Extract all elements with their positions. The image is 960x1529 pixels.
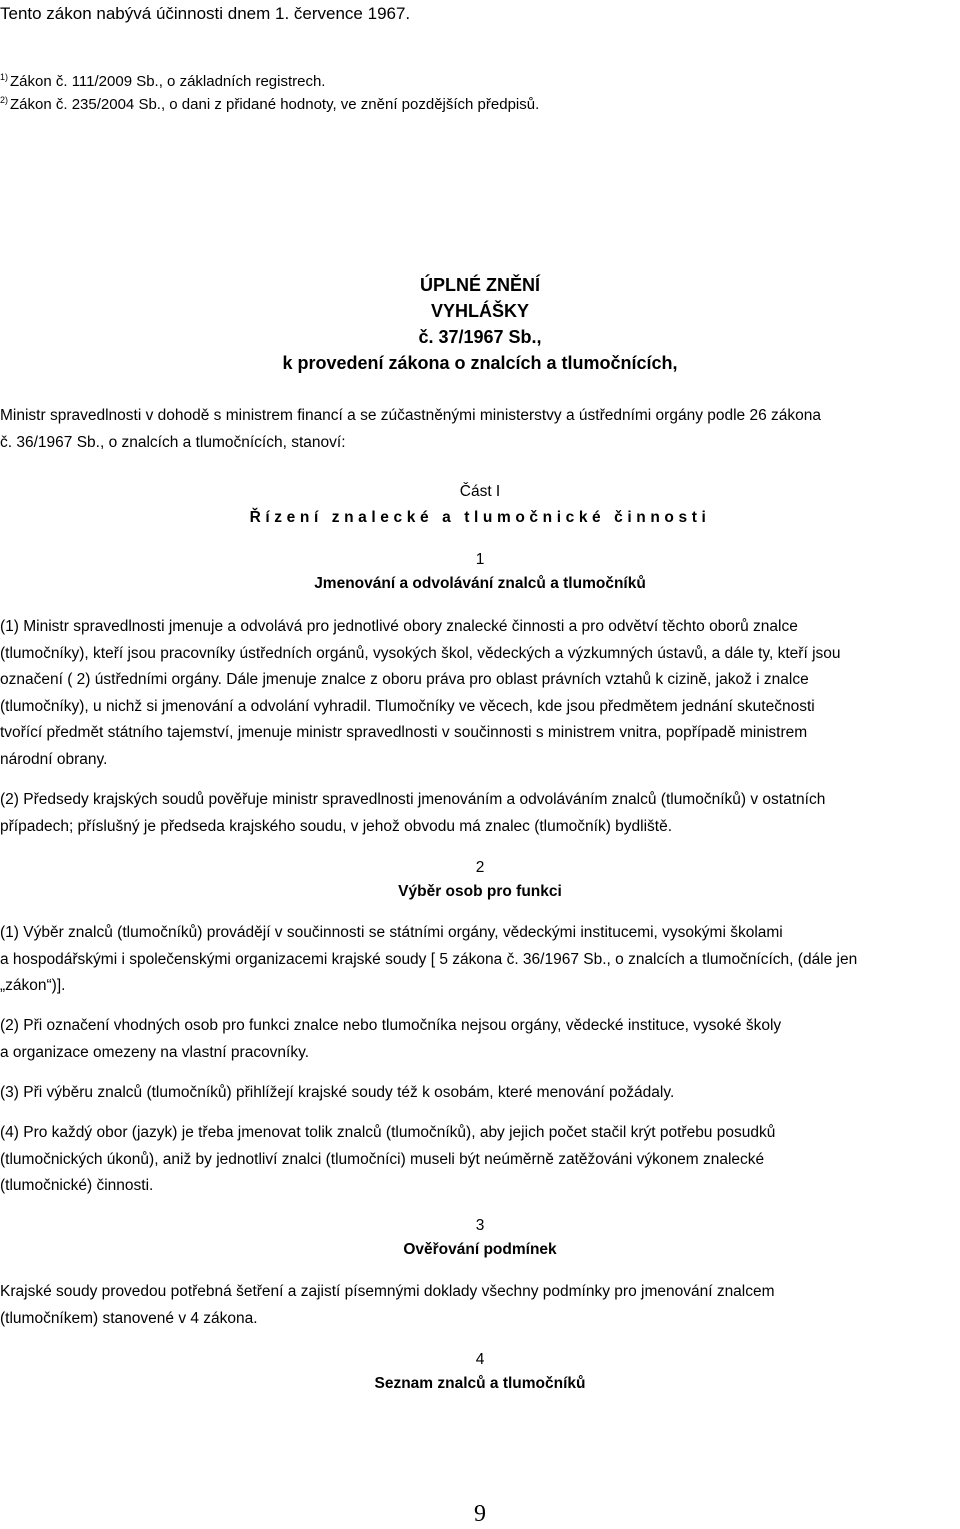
paragraph-line: (4) Pro každý obor (jazyk) je třeba jmenovat tolik znalců (tlumočníků), aby jejich počet stačil krýt potřebu posudků	[0, 1124, 776, 1141]
paragraph-line: a hospodářskými i společenskými organizacemi krajské soudy [ 5 zákona č. 36/1967 Sb., o znalcích a tlumočnících, (dále jen	[0, 950, 858, 968]
section-title: Jmenování a odvolávání znalců a tlumočníků	[314, 575, 646, 592]
part-label: Část I	[459, 483, 501, 500]
section-number: 3	[475, 1217, 485, 1234]
title-line: VYHLÁŠKY	[430, 301, 529, 321]
paragraph	[0, 1279, 960, 1332]
footnote-marker: 1)	[0, 72, 9, 82]
effective-date-line: Tento zákon nabývá účinnosti dnem 1. července 1967.	[0, 4, 411, 23]
paragraph-line: „zákon“)].	[0, 977, 66, 994]
title-line: k provedení zákona o znalcích a tlumočnících,	[282, 353, 678, 373]
preamble-line: č. 36/1967 Sb., o znalcích a tlumočnících, stanoví:	[0, 433, 346, 451]
title-line: č. 37/1967 Sb.,	[418, 327, 542, 347]
title-line: ÚPLNÉ ZNĚNÍ	[419, 275, 540, 295]
paragraph-line: (tlumočníky), u nichž si jmenování a odvolání vyhradil. Tlumočníky ve věcech, kde jsou předmětem jednání skutečnosti	[0, 697, 815, 715]
paragraph-line: (3) Při výběru znalců (tlumočníků) přihlížejí krajské soudy též k osobám, které menování požádaly.	[0, 1084, 675, 1101]
footnote-2	[0, 90, 539, 115]
paragraph-line: (tlumočnických úkonů), aniž by jednotliví znalci (tlumočníci) museli být neúměrně zatěžováni výkonem znalecké	[0, 1150, 765, 1168]
paragraph	[0, 1013, 960, 1066]
paragraph	[0, 920, 960, 1000]
paragraph-line: (1) Ministr spravedlnosti jmenuje a odvolává pro jednotlivé obory znalecké činnosti a pro odvětví těchto oborů znalce	[0, 618, 798, 635]
paragraph-line: a organizace omezeny na vlastní pracovníky.	[0, 1043, 310, 1061]
paragraph-line: (tlumočníky), kteří jsou pracovníky ústředních orgánů, vysokých škol, vědeckých a výzkumných ústavů, a dále ty, kteří jsou	[0, 644, 841, 662]
paragraph	[0, 1080, 960, 1107]
paragraph-line: (2) Při označení vhodných osob pro funkci znalce nebo tlumočníka nejsou orgány, vědecké instituce, vysoké školy	[0, 1017, 782, 1034]
paragraph-line: (2) Předsedy krajských soudů pověřuje ministr spravedlnosti jmenováním a odvoláváním znalců (tlumočníků) v ostatních	[0, 791, 826, 808]
document-title	[0, 272, 960, 376]
section-number: 2	[475, 859, 485, 876]
paragraph-line: (tlumočnické) činnosti.	[0, 1177, 154, 1194]
paragraph-line: Krajské soudy provedou potřebná šetření a zajistí písemnými doklady všechny podmínky pro jmenování znalcem	[0, 1283, 775, 1300]
paragraph	[0, 614, 960, 773]
paragraph-line: (tlumočníkem) stanovené v 4 zákona.	[0, 1309, 258, 1327]
footnote-marker: 2)	[0, 95, 9, 105]
section-number: 4	[475, 1351, 485, 1368]
footnote-1	[0, 67, 325, 92]
section-title: Seznam znalců a tlumočníků	[374, 1375, 586, 1392]
section-title: Ověřování podmínek	[403, 1241, 557, 1258]
preamble	[0, 403, 960, 456]
part-heading: Řízení znalecké a tlumočnické činnosti	[249, 509, 711, 526]
preamble-line: Ministr spravedlnosti v dohodě s ministrem financí a se zúčastněnými ministerstvy a ústředními orgány podle 26 zákona	[0, 407, 822, 424]
section-number: 1	[475, 551, 485, 568]
paragraph-line: národní obrany.	[0, 750, 108, 768]
section-title: Výběr osob pro funkci	[398, 883, 562, 900]
paragraph-line: tvořící předmět státního tajemství, jmenuje ministr spravedlnosti v součinnosti s ministrem vnitra, popřípadě ministrem	[0, 724, 808, 741]
footnote-text: Zákon č. 235/2004 Sb., o dani z přidané hodnoty, ve znění pozdějších předpisů.	[10, 96, 540, 113]
paragraph	[0, 787, 960, 840]
paragraph-line: (1) Výběr znalců (tlumočníků) provádějí v součinnosti se státními orgány, vědeckými institucemi, vysokými školami	[0, 924, 783, 941]
paragraph	[0, 1120, 960, 1200]
paragraph-line: případech; příslušný je předseda krajského soudu, v jehož obvodu má znalec (tlumočník) bydliště.	[0, 817, 673, 835]
paragraph-line: označení ( 2) ústředními orgány. Dále jmenuje znalce z oboru práva pro oblast právních vztahů k cizině, jakož i znalce	[0, 671, 809, 688]
page-number: 9	[474, 1501, 486, 1527]
footnote-text: Zákon č. 111/2009 Sb., o základních registrech.	[10, 73, 326, 90]
